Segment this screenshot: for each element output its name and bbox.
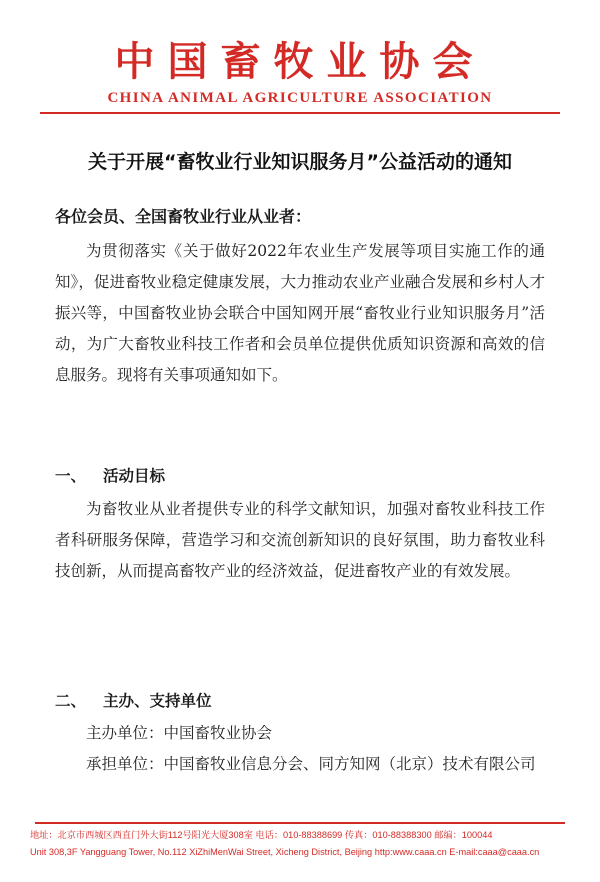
salutation: 各位会员、全国畜牧业行业从业者：: [55, 207, 312, 226]
section-heading-text: 主办、支持单位: [103, 692, 212, 710]
footer-divider: [35, 822, 565, 824]
section-number: 二、: [55, 692, 87, 710]
undertaker-line: 承担单位：中国畜牧业信息分会、同方知网（北京）技术有限公司: [86, 755, 536, 773]
section-heading-text: 活动目标: [103, 467, 166, 485]
letterhead-org-name-en: CHINA ANIMAL AGRICULTURE ASSOCIATION: [107, 90, 493, 106]
footer-address-cn: 地址：北京市西城区西直门外大街112号阳光大厦308室 电话：010-88388699 传真：010-88388300 邮编：100044: [30, 830, 493, 840]
letterhead-divider: [40, 112, 560, 114]
footer-address-en: Unit 308,3F Yangguang Tower, No.112 XiZhiMenWai Street, Xicheng District, Beijing http:www.caaa.cn E-mail:caaa@caaa.cn: [30, 847, 540, 857]
intro-paragraph: 为贯彻落实《关于做好2022年农业生产发展等项目实施工作的通知》，促进畜牧业稳定健康发展，大力推动农业产业融合发展和乡村人才振兴等，中国畜牧业协会联合中国知网开展“畜牧业行业知识服务月”活动，为广大畜牧业科技工作者和会员单位提供优质知识资源和高效的信息服务。现将有关事项通知如下。: [55, 242, 545, 384]
letterhead-org-name-cn: 中国畜牧业协会: [114, 38, 486, 85]
organizer-line: 主办单位：中国畜牧业协会: [86, 724, 273, 742]
section-body-goals: 为畜牧业从业者提供专业的科学文献知识，加强对畜牧业科技工作者科研服务保障，营造学习和交流创新知识的良好氛围，助力畜牧业科技创新，从而提高畜牧产业的经济效益，促进畜牧产业的有效发展。: [55, 500, 545, 580]
section-heading-goals: [55, 465, 165, 487]
section-number: 一、: [55, 467, 87, 485]
document-title: 关于开展“畜牧业行业知识服务月”公益活动的通知: [88, 151, 512, 173]
section-heading-organizers: [55, 690, 212, 712]
